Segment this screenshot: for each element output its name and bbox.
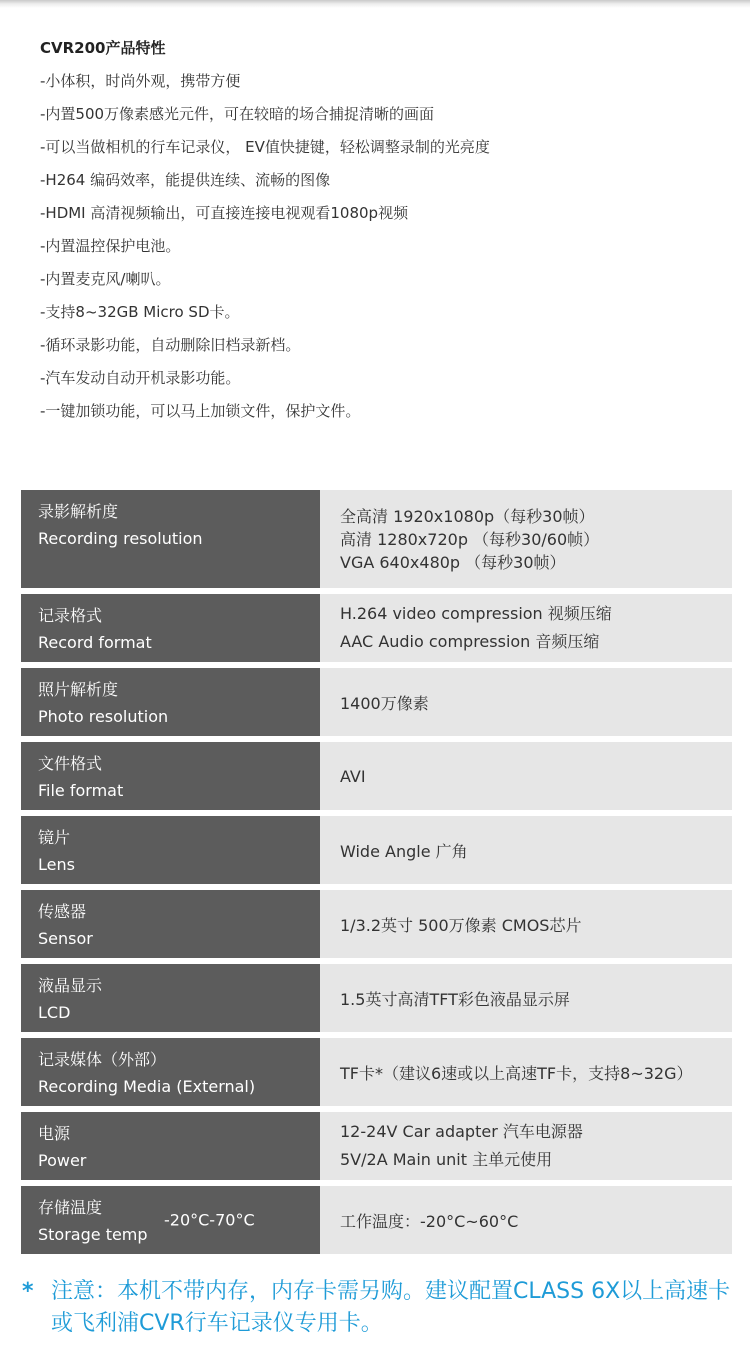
spec-label-en: Recording Media (External) bbox=[38, 1077, 256, 1096]
spec-table bbox=[21, 490, 732, 1260]
spec-row-storage-temp bbox=[21, 1186, 732, 1254]
spec-value-line: AVI bbox=[340, 766, 366, 786]
spec-label-zh: 传感器 bbox=[38, 902, 87, 921]
spec-value-line: TF卡*（建议6速或以上高速TF卡，支持8~32G） bbox=[340, 1063, 693, 1083]
feature-item: -支持8~32GB Micro SD卡。 bbox=[40, 303, 240, 321]
spec-label-zh: 记录媒体（外部） bbox=[38, 1050, 167, 1069]
spec-row-sensor bbox=[21, 890, 732, 958]
spec-value bbox=[320, 490, 732, 588]
feature-item: -汽车发动自动开机录影功能。 bbox=[40, 369, 241, 387]
spec-label-zh: 液晶显示 bbox=[38, 976, 103, 995]
spec-row-photo-resolution bbox=[21, 668, 732, 736]
spec-row-recording-resolution bbox=[21, 490, 732, 588]
spec-row-file-format bbox=[21, 742, 732, 810]
feature-item: -内置麦克风/喇叭。 bbox=[40, 270, 171, 288]
feature-item: -一键加锁功能，可以马上加锁文件，保护文件。 bbox=[40, 402, 361, 420]
storage-temp-range: -20°C-70°C bbox=[164, 1210, 255, 1230]
spec-label-en: Record format bbox=[38, 633, 152, 652]
spec-value-line: AAC Audio compression 音频压缩 bbox=[340, 632, 600, 651]
spec-value-line: 1/3.2英寸 500万像素 CMOS芯片 bbox=[340, 915, 582, 935]
spec-value-line: 1.5英寸高清TFT彩色液晶显示屏 bbox=[340, 989, 570, 1009]
feature-item: -HDMI 高清视频输出，可直接连接电视观看1080p视频 bbox=[40, 204, 409, 222]
spec-label bbox=[21, 490, 320, 588]
feature-item: -H264 编码效率，能提供连续、流畅的图像 bbox=[40, 171, 331, 189]
spec-value bbox=[320, 742, 732, 810]
spec-label-en: Recording resolution bbox=[38, 529, 203, 548]
spec-value-line: VGA 640x480p （每秒30帧） bbox=[340, 552, 566, 572]
spec-label-en: Power bbox=[38, 1151, 87, 1170]
spec-label bbox=[21, 890, 320, 958]
spec-label bbox=[21, 1038, 320, 1106]
spec-label bbox=[21, 742, 320, 810]
spec-label-zh: 存储温度 bbox=[38, 1198, 103, 1217]
spec-label-zh: 录影解析度 bbox=[38, 502, 119, 521]
spec-value bbox=[320, 1186, 732, 1254]
spec-value-line: 1400万像素 bbox=[340, 693, 429, 713]
spec-label-zh: 文件格式 bbox=[38, 754, 103, 773]
feature-item: -循环录影功能，自动删除旧档录新档。 bbox=[40, 336, 301, 354]
spec-value bbox=[320, 1112, 732, 1180]
spec-row-record-format bbox=[21, 594, 732, 662]
spec-row-recording-media bbox=[21, 1038, 732, 1106]
spec-label-zh: 电源 bbox=[38, 1124, 71, 1143]
spec-row-power bbox=[21, 1112, 732, 1180]
spec-value bbox=[320, 594, 732, 662]
spec-value-line: 全高清 1920x1080p（每秒30帧） bbox=[340, 506, 595, 526]
spec-label bbox=[21, 1112, 320, 1180]
feature-item: -小体积，时尚外观，携带方便 bbox=[40, 72, 241, 90]
spec-row-lcd bbox=[21, 964, 732, 1032]
spec-label-en: Sensor bbox=[38, 929, 93, 948]
spec-label-zh: 照片解析度 bbox=[38, 680, 119, 699]
feature-item: -内置温控保护电池。 bbox=[40, 237, 181, 255]
feature-item: -内置500万像素感光元件，可在较暗的场合捕捉清晰的画面 bbox=[40, 105, 435, 123]
spec-label bbox=[21, 668, 320, 736]
spec-value-line: Wide Angle 广角 bbox=[340, 841, 468, 861]
spec-value-line: 工作温度：-20°C~60°C bbox=[340, 1211, 519, 1231]
spec-value-line: H.264 video compression 视频压缩 bbox=[340, 604, 612, 623]
spec-label-en: LCD bbox=[38, 1003, 71, 1022]
spec-value-line: 12-24V Car adapter 汽车电源器 bbox=[340, 1122, 583, 1141]
top-shadow bbox=[0, 0, 750, 8]
spec-label-en: Photo resolution bbox=[38, 707, 169, 726]
features-list bbox=[40, 69, 720, 432]
features-title: CVR200产品特性 bbox=[40, 39, 166, 57]
spec-value-line: 5V/2A Main unit 主单元使用 bbox=[340, 1150, 553, 1169]
note-asterisk: * bbox=[22, 1279, 34, 1304]
spec-label-en: Lens bbox=[38, 855, 75, 874]
feature-item: -可以当做相机的行车记录仪， EV值快捷键，轻松调整录制的光亮度 bbox=[40, 138, 490, 156]
note bbox=[22, 1276, 742, 1340]
note-text: 注意：本机不带内存，内存卡需另购。建议配置CLASS 6X以上高速卡或飞利浦CVR行车记录仪专用卡。 bbox=[51, 1279, 731, 1336]
spec-label-zh: 记录格式 bbox=[38, 606, 103, 625]
spec-label bbox=[21, 594, 320, 662]
spec-value bbox=[320, 890, 732, 958]
spec-value bbox=[320, 816, 732, 884]
spec-value bbox=[320, 1038, 732, 1106]
spec-label-zh: 镜片 bbox=[38, 828, 71, 847]
spec-label bbox=[21, 1186, 320, 1254]
spec-row-lens bbox=[21, 816, 732, 884]
spec-label bbox=[21, 816, 320, 884]
spec-value bbox=[320, 964, 732, 1032]
spec-label-en: File format bbox=[38, 781, 124, 800]
spec-label-en: Storage temp bbox=[38, 1225, 148, 1244]
spec-label bbox=[21, 964, 320, 1032]
features-section bbox=[40, 36, 720, 432]
spec-value bbox=[320, 668, 732, 736]
spec-value-line: 高清 1280x720p （每秒30/60帧） bbox=[340, 529, 600, 549]
